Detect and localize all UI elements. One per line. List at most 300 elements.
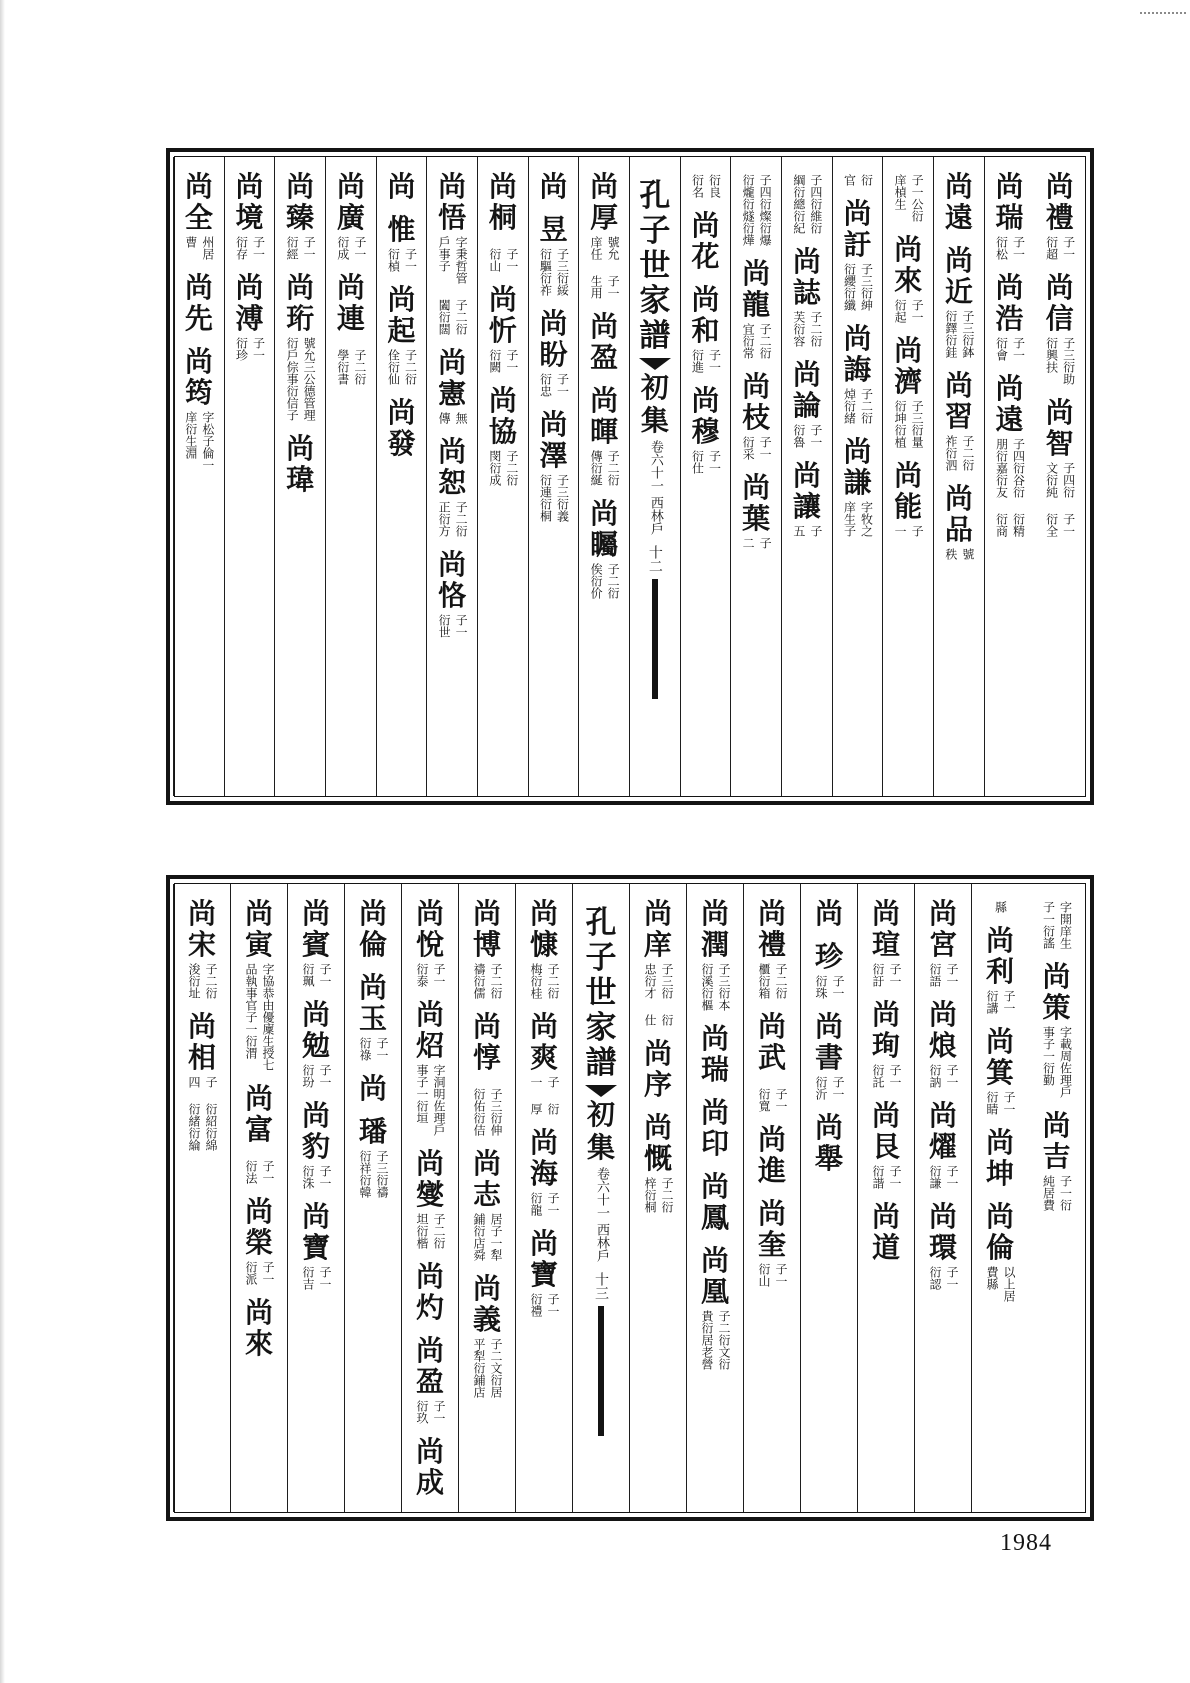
person-note bbox=[943, 310, 975, 358]
person-name-char: 尚 bbox=[415, 998, 444, 1031]
note-line: 居子一犁 bbox=[489, 1213, 503, 1261]
person-name-char: 道 bbox=[871, 1231, 900, 1264]
person-name-char: 尚 bbox=[700, 1096, 729, 1129]
note-line: 子二衍文衍 bbox=[717, 1310, 731, 1370]
person-name-char: 尚 bbox=[995, 170, 1024, 203]
person-entry bbox=[740, 371, 772, 460]
volume-label: 卷六十一 bbox=[647, 440, 663, 492]
note-pair bbox=[892, 174, 924, 222]
note-line: 字秉哲管 bbox=[454, 236, 469, 284]
person-entry bbox=[943, 370, 975, 471]
note-line: 忠衍才 bbox=[643, 963, 657, 999]
note-line: 衍鐸衍銈 bbox=[943, 310, 958, 358]
person-name-char: 尚 bbox=[871, 1200, 900, 1233]
person-name-char: 策 bbox=[1042, 991, 1071, 1024]
note-line: 子一 bbox=[888, 1064, 902, 1088]
person-note bbox=[984, 1091, 1016, 1115]
leaf-number: 十二 bbox=[646, 545, 663, 573]
person-name-char: 尚 bbox=[995, 372, 1024, 405]
person-name-char: 寶 bbox=[301, 1231, 330, 1264]
note-line: 子一 bbox=[831, 975, 845, 999]
person-name-char: 序 bbox=[643, 1068, 672, 1101]
person-note bbox=[471, 963, 503, 999]
note-line: 厚 bbox=[529, 1103, 543, 1115]
person-name-char: 葉 bbox=[742, 502, 771, 535]
note-line: 秩 bbox=[943, 548, 958, 560]
person-name-char: 尚 bbox=[843, 197, 872, 230]
person-entry bbox=[791, 460, 823, 537]
person-entry bbox=[183, 171, 215, 260]
note-pair bbox=[1044, 513, 1076, 537]
note-line: 子三衍禱 bbox=[375, 1150, 389, 1198]
person-name-char: 浩 bbox=[995, 302, 1024, 335]
person-note bbox=[740, 323, 772, 359]
register-column bbox=[686, 884, 743, 1512]
note-line: 衍進 bbox=[690, 349, 705, 373]
book-title-char: 孔 bbox=[639, 178, 671, 214]
person-entry bbox=[588, 385, 620, 486]
person-name-char: 尚 bbox=[700, 897, 729, 930]
book-title-block bbox=[585, 898, 617, 1436]
note-line: 子三衍義 bbox=[555, 474, 570, 522]
register-column bbox=[1028, 884, 1085, 1512]
person-name-char: 宮 bbox=[928, 928, 957, 961]
note-line: 子二衍 bbox=[546, 963, 560, 999]
note-line: 事子一衍垣 bbox=[415, 1064, 429, 1124]
person-name-char: 起 bbox=[387, 314, 416, 347]
person-entry bbox=[436, 549, 468, 638]
book-title-char: 譜 bbox=[639, 318, 671, 354]
person-entry bbox=[471, 1148, 503, 1261]
note-line: 子一 bbox=[261, 1261, 275, 1285]
note-line: 衍睛 bbox=[985, 1091, 999, 1115]
person-entry bbox=[701, 1023, 729, 1085]
note-line: 子二衍 bbox=[774, 963, 788, 999]
note-line: 子一 bbox=[251, 236, 266, 260]
person-name-char: 尚 bbox=[235, 271, 264, 304]
person-note bbox=[791, 311, 823, 347]
person-entry bbox=[1044, 272, 1076, 385]
note-line: 衍謙 bbox=[928, 1165, 942, 1189]
note-pair bbox=[243, 1160, 275, 1184]
person-entry bbox=[870, 898, 902, 987]
person-entry bbox=[842, 323, 874, 424]
note-line: 子一 bbox=[1061, 236, 1076, 260]
person-name-char: 全 bbox=[184, 201, 213, 234]
person-note bbox=[436, 412, 468, 424]
book-title-char: 子 bbox=[585, 940, 617, 976]
branch-label: 西林戶 bbox=[594, 1223, 609, 1262]
note-line: 州居 bbox=[200, 236, 215, 260]
note-line: 子一 bbox=[352, 236, 367, 260]
continuation-note bbox=[791, 171, 823, 234]
note-line: 子三衍量 bbox=[910, 400, 925, 448]
person-entry bbox=[538, 214, 570, 296]
register-column bbox=[528, 157, 579, 796]
note-line: 子 bbox=[546, 1076, 560, 1088]
register-column bbox=[173, 157, 224, 796]
note-pair bbox=[588, 275, 620, 299]
person-entry bbox=[414, 999, 446, 1136]
register-column bbox=[1034, 157, 1085, 796]
note-line: 子三衍紳 bbox=[859, 263, 874, 311]
person-name-char: 尚 bbox=[691, 209, 720, 242]
person-entry bbox=[758, 1124, 786, 1186]
note-pair bbox=[690, 174, 722, 198]
note-line: 衍山 bbox=[487, 248, 502, 272]
person-name-char: 尚 bbox=[244, 1195, 273, 1228]
note-line: 芙衍容 bbox=[791, 311, 806, 347]
person-note bbox=[538, 474, 570, 522]
note-line: 號允 bbox=[606, 236, 621, 260]
person-entry bbox=[284, 272, 316, 421]
person-name-char: 尚 bbox=[244, 897, 273, 930]
person-name-char: 尚 bbox=[928, 897, 957, 930]
person-name-char: 尚 bbox=[529, 897, 558, 930]
note-line: 生用 bbox=[589, 275, 604, 299]
person-entry bbox=[791, 359, 823, 448]
note-pair bbox=[1041, 901, 1073, 949]
person-note bbox=[300, 1165, 332, 1189]
note-line: 衍松 bbox=[994, 236, 1009, 260]
person-name-char: 尚 bbox=[928, 1099, 957, 1132]
person-name-char: 尚 bbox=[387, 283, 416, 316]
person-entry bbox=[357, 972, 389, 1061]
note-line: 仕 bbox=[643, 1014, 657, 1026]
person-entry bbox=[943, 483, 975, 560]
person-name-char: 尚 bbox=[814, 1111, 843, 1144]
fishtail-mark bbox=[585, 1085, 617, 1097]
note-line: 庠任 bbox=[589, 236, 604, 260]
note-line: 坦衍楷 bbox=[415, 1213, 429, 1249]
note-line: 子一 bbox=[318, 1266, 332, 1290]
person-entry bbox=[388, 171, 416, 202]
person-note bbox=[414, 1064, 446, 1136]
person-note bbox=[842, 501, 874, 537]
person-entry bbox=[994, 171, 1026, 260]
person-note bbox=[357, 1037, 389, 1061]
person-entry bbox=[528, 898, 560, 999]
note-line: 子一 bbox=[888, 1165, 902, 1189]
person-name-char: 尚 bbox=[472, 1272, 501, 1305]
note-line: 俟衍价 bbox=[589, 563, 604, 599]
note-line: 子一 bbox=[774, 1088, 788, 1112]
person-name-char: 來 bbox=[894, 264, 923, 297]
person-name-char: 尚 bbox=[985, 1126, 1014, 1159]
center-rule bbox=[652, 579, 658, 699]
note-line: 衍 bbox=[546, 1103, 560, 1115]
person-note bbox=[927, 1165, 959, 1189]
person-name-char: 尚 bbox=[235, 170, 264, 203]
person-name-char: 吉 bbox=[1042, 1140, 1071, 1173]
note-line: 衍名 bbox=[690, 174, 705, 198]
person-name-char: 澤 bbox=[539, 439, 568, 472]
person-name-char: 炤 bbox=[415, 1029, 444, 1062]
person-name-char: 訏 bbox=[843, 228, 872, 261]
person-note bbox=[690, 349, 722, 373]
person-name-char: 慷 bbox=[529, 928, 558, 961]
person-note bbox=[699, 1310, 731, 1370]
note-line: 費縣 bbox=[985, 1266, 999, 1290]
person-entry bbox=[984, 925, 1016, 1014]
note-line: 子三衍本 bbox=[717, 963, 731, 1011]
person-note bbox=[870, 1165, 902, 1189]
person-name-char: 矚 bbox=[590, 528, 619, 561]
note-line: 子二衍 bbox=[808, 311, 823, 347]
register-column bbox=[971, 884, 1028, 1512]
register-column bbox=[743, 884, 800, 1512]
person-name-char: 尚 bbox=[1042, 960, 1071, 993]
person-entry bbox=[300, 898, 332, 987]
person-entry bbox=[300, 1201, 332, 1290]
note-line: 梅衍桂 bbox=[529, 963, 543, 999]
note-pair bbox=[487, 248, 519, 272]
note-pair bbox=[993, 901, 1008, 913]
person-entry bbox=[699, 898, 731, 1011]
person-name-char: 尚 bbox=[1045, 271, 1074, 304]
continuation-note bbox=[994, 510, 1026, 537]
person-name-char: 倫 bbox=[985, 1231, 1014, 1264]
continuation-note bbox=[740, 171, 772, 246]
person-name-char: 尚 bbox=[700, 1244, 729, 1277]
register-column bbox=[401, 884, 458, 1512]
person-name-char: 尚 bbox=[336, 170, 365, 203]
note-line: 衍 bbox=[660, 1014, 674, 1026]
person-entry bbox=[487, 284, 519, 373]
person-name-char: 榮 bbox=[244, 1226, 273, 1259]
note-line: 衍洙 bbox=[301, 1165, 315, 1189]
continuation-note bbox=[993, 898, 1008, 913]
person-name-char: 珣 bbox=[871, 1029, 900, 1062]
person-entry bbox=[699, 1245, 731, 1370]
note-line: 庠楨生 bbox=[893, 174, 908, 210]
person-name-char: 坤 bbox=[985, 1157, 1014, 1190]
person-name-char: 尚 bbox=[184, 170, 213, 203]
person-name-char: 利 bbox=[985, 955, 1014, 988]
person-name-char: 尚 bbox=[757, 1010, 786, 1043]
note-line: 子二衍 bbox=[489, 963, 503, 999]
person-name-char: 尚 bbox=[286, 170, 315, 203]
register-column bbox=[857, 884, 914, 1512]
person-name-char: 讓 bbox=[792, 490, 821, 523]
register-column bbox=[933, 157, 984, 796]
person-name-char: 潤 bbox=[700, 928, 729, 961]
person-name-char: 尚 bbox=[415, 1435, 444, 1468]
note-line: 櫃衍箱 bbox=[757, 963, 771, 999]
note-line: 庠生子 bbox=[842, 501, 857, 537]
person-name-char: 尚 bbox=[301, 897, 330, 930]
person-note bbox=[740, 436, 772, 460]
person-name-char: 濟 bbox=[894, 365, 923, 398]
person-note bbox=[690, 450, 722, 474]
note-line: 梓衍桐 bbox=[643, 1177, 657, 1213]
person-name-char: 尚 bbox=[691, 283, 720, 316]
person-note bbox=[1044, 236, 1076, 260]
person-note bbox=[414, 1213, 446, 1249]
note-line: 子二衍 bbox=[352, 349, 367, 385]
person-entry bbox=[436, 171, 468, 284]
person-entry bbox=[758, 1011, 786, 1073]
person-name-char: 溥 bbox=[235, 302, 264, 335]
person-note bbox=[994, 438, 1026, 498]
register-column bbox=[914, 884, 971, 1512]
note-line: 衍存 bbox=[234, 236, 249, 260]
person-note bbox=[1041, 1175, 1073, 1211]
note-line: 衍纓衍纖 bbox=[842, 263, 857, 311]
note-line: 子三衍助 bbox=[1061, 337, 1076, 385]
person-entry bbox=[984, 1201, 1016, 1302]
person-note bbox=[791, 424, 823, 448]
note-line: 子 bbox=[204, 1076, 218, 1088]
register-column bbox=[325, 157, 376, 796]
note-line: 子二衍 bbox=[859, 388, 874, 424]
person-name-char: 和 bbox=[691, 314, 720, 347]
note-line: 禱衍儒 bbox=[472, 963, 486, 999]
note-line: 宜衍常 bbox=[741, 323, 756, 359]
edition-char: 初 bbox=[640, 371, 669, 404]
person-name-char: 臻 bbox=[286, 201, 315, 234]
person-note bbox=[1041, 1026, 1073, 1098]
person-name-char: 尚 bbox=[944, 244, 973, 277]
person-name-char: 尚 bbox=[286, 432, 315, 465]
register-column bbox=[629, 884, 686, 1512]
note-line: 純居費 bbox=[1041, 1175, 1056, 1211]
person-name-char: 尚 bbox=[985, 924, 1014, 957]
person-note bbox=[386, 248, 418, 272]
note-line: 衍語 bbox=[928, 963, 942, 987]
note-line: 衍玖 bbox=[415, 1400, 429, 1424]
person-entry bbox=[471, 898, 503, 999]
person-name-char: 尚 bbox=[792, 358, 821, 391]
person-name-char: 珍 bbox=[814, 940, 843, 973]
person-name-char: 尚 bbox=[472, 1147, 501, 1180]
note-line: 子一 bbox=[555, 373, 570, 397]
book-title-char: 世 bbox=[639, 248, 671, 284]
person-name-char: 枝 bbox=[742, 401, 771, 434]
person-note bbox=[335, 236, 367, 260]
note-line: 四 bbox=[187, 1076, 201, 1088]
note-line: 衍諧 bbox=[871, 1165, 885, 1189]
note-line: 衍溪衍樞 bbox=[700, 963, 714, 1011]
person-name-char: 尚 bbox=[301, 1099, 330, 1132]
person-name-char: 筠 bbox=[184, 376, 213, 409]
person-name-char: 寅 bbox=[244, 928, 273, 961]
note-line: 子二衍 bbox=[606, 563, 621, 599]
book-title-block bbox=[639, 171, 671, 699]
person-name-char: 尚 bbox=[590, 170, 619, 203]
note-line: 子二衍 bbox=[403, 349, 418, 385]
person-note bbox=[243, 1261, 275, 1285]
register-column bbox=[287, 884, 344, 1512]
person-name-char: 尚 bbox=[539, 307, 568, 340]
person-entry bbox=[186, 898, 218, 999]
person-name-char: 協 bbox=[488, 415, 517, 448]
note-line: 子一 bbox=[432, 963, 446, 987]
note-line: 衍忠 bbox=[538, 373, 553, 397]
person-name-char: 尚 bbox=[438, 548, 467, 581]
person-note bbox=[183, 236, 215, 260]
person-note bbox=[791, 525, 823, 537]
person-note bbox=[414, 1400, 446, 1424]
person-name-char: 尚 bbox=[472, 897, 501, 930]
fishtail-mark bbox=[639, 358, 671, 370]
person-note bbox=[943, 548, 975, 560]
person-name-char: 尚 bbox=[387, 170, 416, 203]
note-line: 品執事官子一衍渭 bbox=[244, 963, 258, 1059]
person-entry bbox=[528, 1011, 560, 1088]
person-entry bbox=[416, 1261, 444, 1323]
note-line: 佺衍仙 bbox=[386, 349, 401, 385]
person-name-char: 尚 bbox=[286, 271, 315, 304]
note-line: 綱衍總衍紀 bbox=[791, 174, 806, 234]
note-line: 衍吉 bbox=[301, 1266, 315, 1290]
note-line: 衍山 bbox=[757, 1263, 771, 1287]
person-note bbox=[243, 963, 275, 1071]
person-name-char: 尚 bbox=[358, 971, 387, 1004]
volume-label: 卷六十一 bbox=[594, 1167, 609, 1219]
person-note bbox=[984, 1266, 1016, 1302]
person-name-char: 燮 bbox=[415, 1178, 444, 1211]
note-line: 衍講 bbox=[985, 990, 999, 1014]
person-name-char: 尚 bbox=[488, 170, 517, 203]
register-column bbox=[477, 157, 528, 796]
person-entry bbox=[528, 1127, 560, 1216]
person-note bbox=[300, 1266, 332, 1290]
person-name-char: 尚 bbox=[415, 1334, 444, 1367]
person-note bbox=[892, 525, 924, 537]
person-note bbox=[892, 299, 924, 323]
note-line: 閔衍成 bbox=[487, 450, 502, 486]
note-line: 衍祿 bbox=[358, 1037, 372, 1061]
person-name-char: 境 bbox=[235, 201, 264, 234]
person-name-char: 尚 bbox=[529, 1227, 558, 1260]
person-name-char: 尚 bbox=[643, 1037, 672, 1070]
person-name-char: 珩 bbox=[286, 302, 315, 335]
person-entry bbox=[359, 1073, 387, 1104]
bottom-panel-inner bbox=[174, 883, 1086, 1513]
book-title-char: 家 bbox=[639, 283, 671, 319]
note-line: 子一 bbox=[1002, 990, 1016, 1014]
register-column bbox=[230, 884, 287, 1512]
person-entry bbox=[335, 171, 367, 260]
person-name-char: 尚 bbox=[700, 1170, 729, 1203]
person-name-char: 尚 bbox=[1045, 170, 1074, 203]
person-name-char: 尚 bbox=[643, 1111, 672, 1144]
person-name-char: 尚 bbox=[700, 1022, 729, 1055]
person-note bbox=[471, 1338, 503, 1398]
note-pair bbox=[756, 1088, 788, 1112]
person-entry bbox=[870, 999, 902, 1088]
person-name-char: 艮 bbox=[871, 1130, 900, 1163]
person-name-char: 憲 bbox=[438, 377, 467, 410]
edition-char: 初 bbox=[586, 1098, 615, 1131]
person-note bbox=[842, 263, 874, 311]
person-entry bbox=[286, 433, 314, 495]
person-note bbox=[528, 1076, 560, 1088]
register-column bbox=[458, 884, 515, 1512]
person-name-char: 遠 bbox=[944, 201, 973, 234]
note-line: 子四衍燦衍爆 bbox=[758, 174, 773, 246]
person-entry bbox=[984, 1026, 1016, 1115]
note-line: 子三衍綏 bbox=[555, 248, 570, 296]
person-name-char: 尚 bbox=[529, 1010, 558, 1043]
note-line: 子一 bbox=[606, 275, 621, 299]
person-name-char: 寶 bbox=[529, 1258, 558, 1291]
person-name-char: 慨 bbox=[643, 1142, 672, 1175]
note-pair bbox=[471, 1088, 503, 1136]
note-line: 衍精 bbox=[1011, 513, 1026, 537]
person-note bbox=[414, 963, 446, 987]
